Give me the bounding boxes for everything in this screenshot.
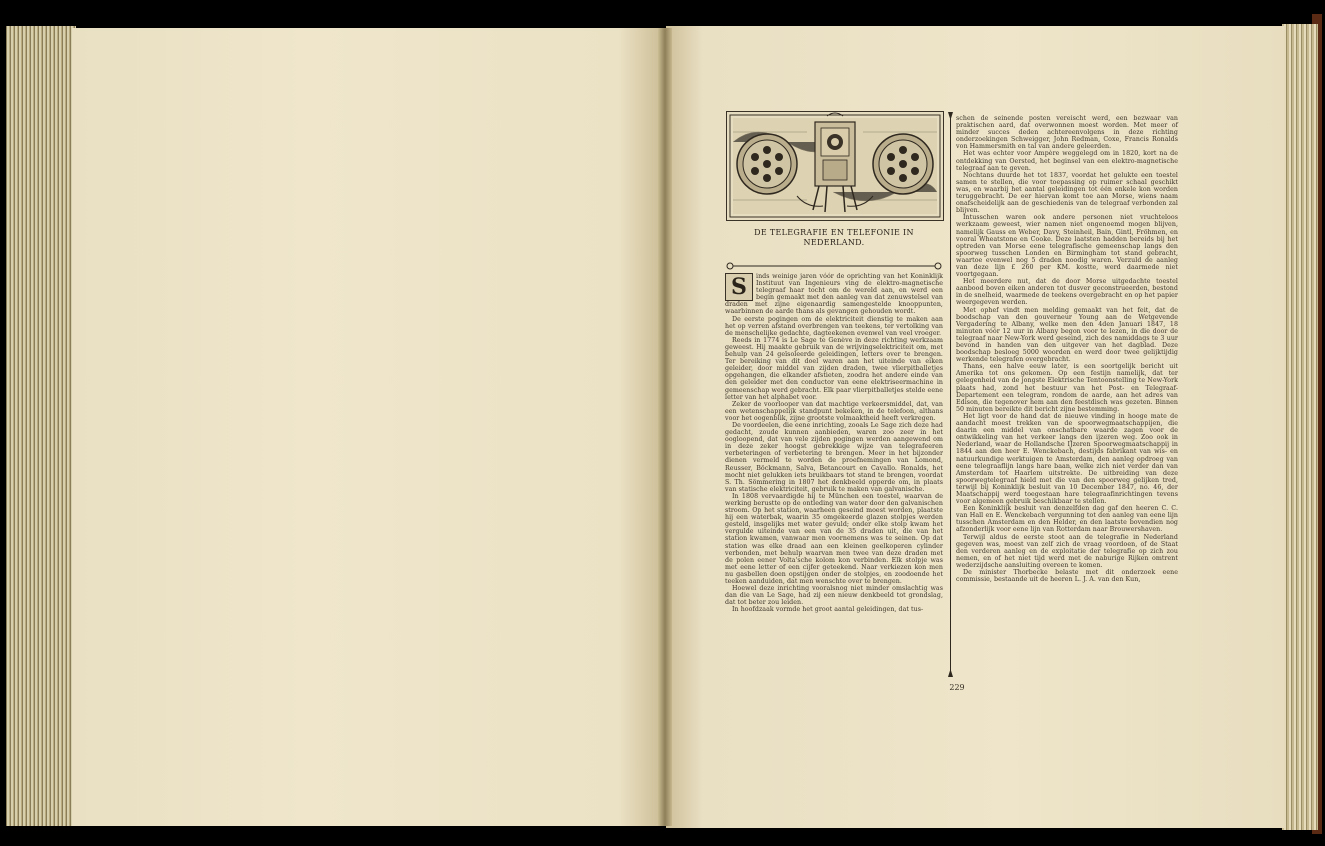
- paragraph: Een Koninklijk besluit van denzelfden dag gaf den heeren C. C. van Hall en E. Wenckebach vergunning tot den aanleg van eene lijn tusschen Amsterdam en den Helder, en den laatste bovendien nog afzonderlijk voor eene lijn van Rotterdam naar Brouwershaven.: [956, 505, 1178, 534]
- paragraph: Hoewel deze inrichting vooralsnog niet minder omslachtig was dan die van Le Sage, had zij een nieuw denkbeeld tot grondslag, dat tot beter zou leiden.: [725, 585, 943, 607]
- right-page-edges: [1282, 24, 1318, 830]
- left-page-edges: [6, 26, 76, 826]
- paragraph: Het meerdere nut, dat de door Morse uitgedachte toestel aanbood boven eiken anderen tot dusver geconstrueerden, bestond in de snelheid, waarmede de teekens overgebracht en op het papier weergegeven werden.: [956, 278, 1178, 307]
- paragraph: De voordeelen, die eene inrichting, zooals Le Sage zich deze had gedacht, zoude kunnen aanbieden, waren zoo zeer in het oogloopend, dat van vele zijden pogingen werden aangewend om in deze zeker hoogst gebrekkige wijze van telegrafeeren verbeteringen of verbetering te brengen. Meer in het bijzonder dienen vermeld te worden de proefnemingen van Lomond, Reusser, Böckmann, Salva, Betancourt en Cavallo. Ronalds, het mocht niet gelukken iets bruikbaars tot stand te brengen, voordat S. Th. Sömmering in 1807 het denkbeeld opperde om, in plaats van statische elektriciteit, gebruik te maken van galvanische.: [725, 421, 943, 493]
- book-gutter: [658, 28, 672, 826]
- left-page-blank: [72, 28, 666, 826]
- paragraph: In 1808 vervaardigde hij te München een toestel, waarvan de werking berustte op de ontleding van water door den galvanischen stroom. Op het station, waarheen geseind moest worden, plaatste hij een waterbak, waarin 35 omgekeerde glazen stolpjes werden gesteld, insgelijks met water gevuld; onder elke stolp kwam het vergulde uiteinde van een van de 35 draden uit, die van het station kwamen, vanwaar men voornemens was te seinen. Op dat station was elke draad aan een kleinen geelkoperen cylinder verbonden, met behulp waarvan men twee van deze draden met de polen eener Volta'sche kolom kon verbinden. Elk stolpje was met eene letter of een cijfer geteekend. Naar verkiezen kon men nu gasbellen doen opstijgen onder de stolpjes, en zoodoende het teeken aanduiden, dat men wenschte over te brengen.: [725, 492, 943, 586]
- paragraph: schen de seinende posten vereischt werd, een bezwaar van praktischen aard, dat overwonnen moest worden. Met meer of minder succes deden achtereenvolgens in deze richting onderzoekingen Schweigger, John Redman, Coxe, Francis Ronalds von Hammersmith en tal van andere geleerden.: [956, 115, 1178, 151]
- paragraph: De eerste pogingen om de elektriciteit dienstig te maken aan het op verren afstand overbrengen van teekens, ter vertolking van de menschelijke gedachte, dagteekenen evenwel van veel vroeger.: [725, 315, 943, 337]
- header-ornament-illustration: [726, 111, 944, 221]
- paragraph: Intusschen waren ook andere personen niet vruchteloos werkzaam geweest, wier namen niet ongenoemd mogen blijven, namelijk Gauss en Weber, Davy, Steinheil, Bain, Gintl, Fröhmen, en vooral Wheatstone en Cooke. Deze laatsten hadden bereids bij het optreden van Morse eene telegrafische gemeenschap langs den spoorweg tusschen Londen en Birmingham tot stand gebracht, waartoe evenwel nog 5 draden noodig waren. Verzuld de aanleg van deze lijn £ 260 per KM. kostte, werd daarmede niet voortgegaan.: [956, 214, 1178, 279]
- drop-cap-initial: S: [725, 273, 753, 301]
- text-column-left: [725, 273, 943, 614]
- title-divider-ornament: [725, 262, 943, 270]
- column-rule-ornament: [948, 112, 953, 677]
- paragraph: In hoofdzaak vormde het groot aantal geleidingen, dat tus-: [732, 606, 924, 614]
- article-title: DE TELEGRAFIE EN TELEFONIE IN NEDERLAND.: [754, 228, 914, 247]
- paragraph: Terwijl aldus de eerste stoot aan de telegrafie in Nederland gegeven was, moest van zelf zich de vraag voordoen, of de Staat den verderen aanleg en de exploitatie der telegrafie op zich zou nemen, en of het niet tijd werd met de naburige Rijken omtrent wederzijdsche aansluiting overeen te komen.: [956, 533, 1178, 569]
- paragraph: Het ligt voor de hand dat de nieuwe vinding in hooge mate de aandacht moest trekken van de spoorwegmaatschappijen, die daarin een middel van onschatbare waarde zagen voor de ontwikkeling van het verkeer langs den ijzeren weg. Zoo ook in Nederland, waar de Hollandsche IJzeren Spoorwegmaatschappij in 1844 aan den heer E. Wenckebach, destijds fabrikant van wis- en natuurkundige werktuigen te Amsterdam, den aanleg opdroeg van eene telegraaflijn langs hare baan, welke zich niet verder dan van Amsterdam tot Haarlem uitstrekte. De uitbreiding van deze spoorwegtelegraaf hield met die van den spoorweg gelijken tred, terwijl bij Koninklijk besluit van 10 December 1847, no. 46, der Maatschappij werd toegestaan hare telegraafinrichtingen tevens voor algemeen gebruik beschikbaar te stellen.: [956, 412, 1178, 506]
- paragraph: Het was echter voor Ampère weggelegd om in 1820, kort na de ontdekking van Oersted, het beginsel van een elektro-magnetische telegraaf aan te geven.: [956, 150, 1178, 172]
- paragraph: Met ophef vindt men melding gemaakt van het feit, dat de boodschap van den gouverneur Young aan de Wetgevende Vergadering te Albany, welke men den 4den Januari 1847, 18 minuten vóór 12 uur in Albany begon voor te lezen, in die door de telegraaf naar New-York werd geseind, zich des namiddags te 3 uur bevond in handen van den uitgever van het dagblad. Deze boodschap besloeg 5000 woorden en werd door twee gelijktijdig werkende telegrafen overgebracht.: [956, 306, 1178, 364]
- paragraph: De minister Thorbecke belaste met dit onderzoek eene commissie, bestaande uit de heeren L. J. A. van den Kun,: [956, 569, 1178, 584]
- paragraph: Nochtans duurde het tot 1837, voordat het gelukte een toestel samen te stellen, die voor toepassing op ruimer schaal geschikt was, en waarbij het aantal geleidingen tot één enkele kon worden teruggebracht. De eer hiervan komt toe aan Morse, wiens naam onafscheidelijk aan de geschiedenis van de telegraaf verbonden zal blijven.: [956, 171, 1178, 215]
- page-number: 229: [949, 683, 965, 692]
- paragraph: Zeker de voorlooper van dat machtige verkeersmiddel, dat, van een wetenschappelijk standpunt bekeken, in de telefoon, althans voor het oogenblik, zijne grootste volmaaktheid heeft verkregen.: [725, 400, 943, 422]
- paragraph: Thans, een halve eeuw later, is een soortgelijk bericht uit Amerika tot ons gekomen. Op een festijn namelijk, dat ter gelegenheid van de jongste Elektrische Tentoonstelling te New-York plaats had, zond het bestuur van het Post- en Telegraaf-Departement een telegram, rondom de aarde, aan het adres van Edison, die tegenover hem aan den feestdisch was gezeten. Binnen 50 minuten bereikte dit bericht zijne bestemming.: [956, 363, 1178, 413]
- paragraph: Reeds in 1774 is Le Sage te Genève in deze richting werkzaam geweest. Hij maakte gebruik van de wrijvingselektriciteit om, met behulp van 24 geïsoleerde geleidingen, letters over te brengen. Ter bereiking van dit doel waren aan het uiteinde van eiken geleider, door middel van zijden draden, twee vlierpitballetjes opgehangen, die elkander afstieten, zoodra het andere einde van den geleider met den conductor van eene elektriseermachine in gemeenschap werd gebracht. Elk paar vlierpitballetjes stelde eene letter van het alphabet voor.: [725, 336, 943, 401]
- paragraph: inds weinige jaren vóór de oprichting van het Koninklijk Instituut van Ingenieurs ving de elektro-magnetische telegraaf haar tocht om de wereld aan, en werd een begin gemaakt met den aanleg van dat zenuwstelsel van draden met zijne eigenaardig samengestelde knooppunten, waarbinnen de aarde thans als gevangen gehouden wordt.: [725, 273, 943, 316]
- text-column-right: [956, 115, 1178, 583]
